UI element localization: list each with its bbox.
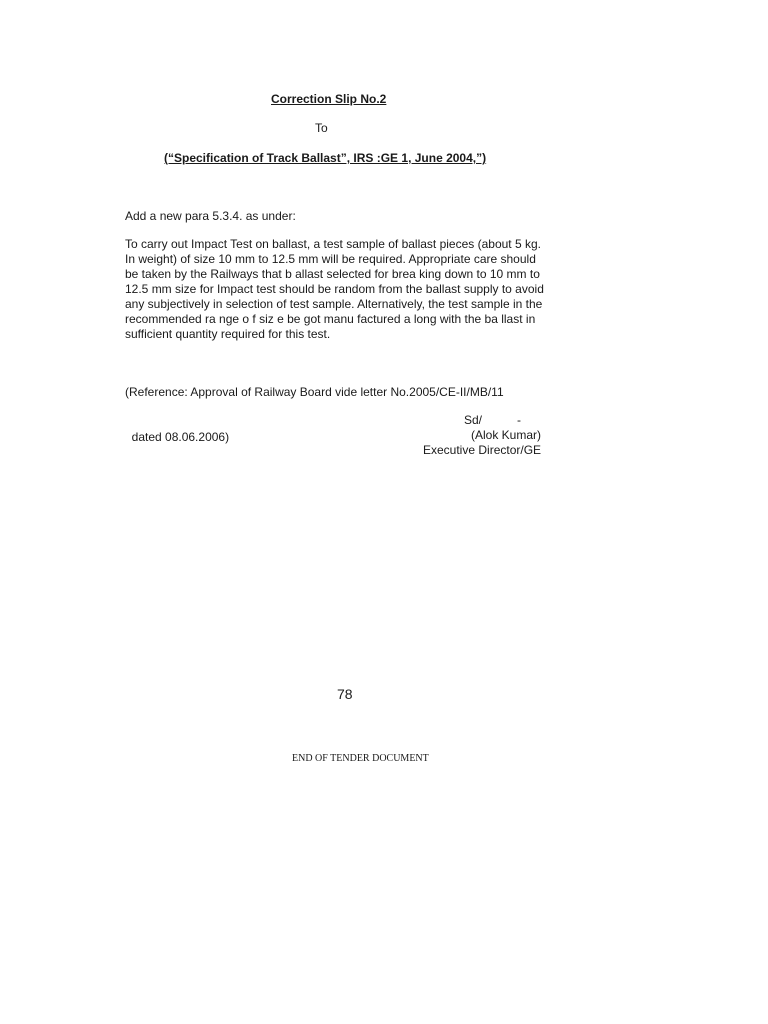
signatory-name: (Alok Kumar) (471, 428, 542, 442)
paragraph-line: sufficient quantity required for this test. (125, 327, 331, 341)
reference-line: dated 08.06.2006) (125, 430, 230, 444)
signature-dash: - (517, 413, 521, 427)
page-number: 78 (337, 686, 353, 702)
correction-slip-title: Correction Slip No.2 (271, 92, 387, 106)
reference-line: (Reference: Approval of Railway Board vide letter No.2005/CE-II/MB/11 (125, 385, 504, 399)
paragraph-line: any subjectively in selection of test sample. Alternatively, the test sample in the (125, 297, 543, 311)
paragraph-line: To carry out Impact Test on ballast, a test sample of ballast pieces (about 5 kg. (125, 237, 541, 251)
main-paragraph (125, 237, 544, 342)
end-of-document: END OF TENDER DOCUMENT (292, 753, 429, 764)
paragraph-line: In weight) of size 10 mm to 12.5 mm will be required. Appropriate care should (125, 252, 536, 266)
signatory-designation: Executive Director/GE (423, 443, 542, 457)
intro-text: Add a new para 5.3.4. as under: (125, 209, 296, 223)
specification-title: (“Specification of Track Ballast”, IRS :GE 1, June 2004,”) (164, 151, 487, 165)
signature-sd: Sd/ (464, 413, 483, 427)
to-label: To (315, 121, 328, 135)
paragraph-line: be taken by the Railways that b allast selected for brea king down to 10 mm to (125, 267, 540, 281)
paragraph-line: recommended ra nge o f siz e be got manu factured a long with the ba llast in (125, 312, 536, 326)
paragraph-line: 12.5 mm size for Impact test should be random from the ballast supply to avoid (125, 282, 544, 296)
